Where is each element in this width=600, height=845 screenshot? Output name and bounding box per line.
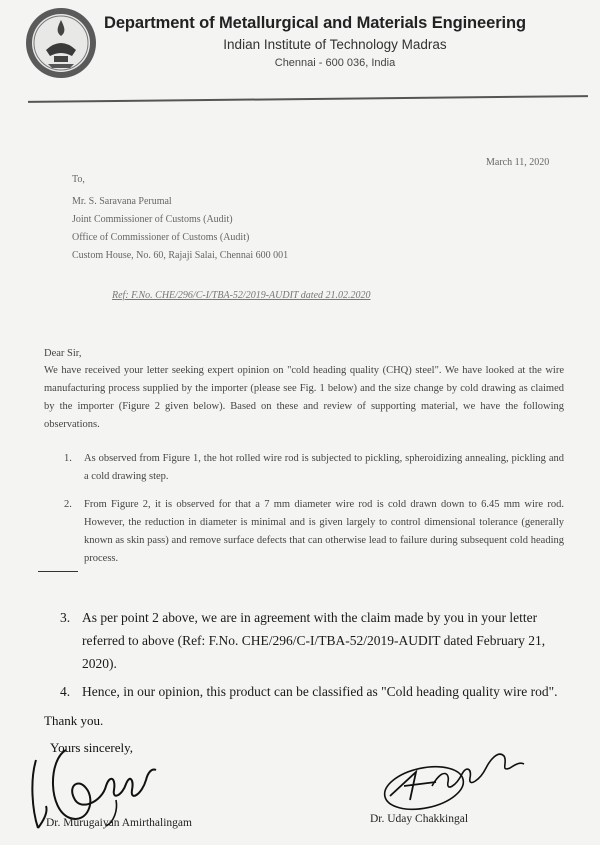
observation-text: From Figure 2, it is observed for that a 7 mm diameter wire rod is cold drawn down to 6.45 mm wire rod. However, the reduction in diameter is minimal and is given largely to control dimensional tolerance (generally known as skin pass) and remove surface defects that can otherwise lead to failure during subsequent cold heading process. [84, 499, 564, 564]
reference-line: Ref: F.No. CHE/296/C-I/TBA-52/2019-AUDIT dated 21.02.2020 [112, 290, 371, 301]
institute-seal-icon [24, 6, 98, 80]
recipient-to: To, [72, 174, 85, 185]
recipient-name: Mr. S. Saravana Perumal [72, 196, 172, 207]
letter-date: March 11, 2020 [486, 157, 550, 168]
point-item [60, 680, 560, 703]
signatory-right-name: Dr. Uday Chakkingal [370, 813, 469, 825]
point-item [60, 606, 560, 675]
letterhead-divider [28, 95, 588, 103]
closing-yours: Yours sincerely, [50, 740, 134, 755]
intro-paragraph: We have received your letter seeking expert opinion on "cold heading quality (CHQ) steel". We have looked at the wire manufacturing process supplied by the importer (please see Fig. 1 below) and the size change by cold drawing as claimed by the importer (Figure 2 given below). Based on these and review of supporting material, we have the following observations. [44, 365, 564, 430]
closing-thanks: Thank you. [44, 713, 104, 728]
institute-address: Chennai - 600 036, India [274, 57, 396, 69]
signature-right-icon [376, 742, 526, 814]
margin-mark [38, 571, 78, 572]
observation-number: 2. [64, 499, 72, 510]
observation-number: 1. [64, 453, 72, 464]
salutation: Dear Sir, [44, 348, 82, 359]
point-text: As per point 2 above, we are in agreement with the claim made by you in your letter referred to above (Ref: F.No. CHE/296/C-I/TBA-52/2019-AUDIT dated February 21, 2020). [82, 610, 546, 671]
point-number: 4. [60, 684, 71, 699]
signatory-left-name: Dr. Murugaiyan Amirthalingam [46, 817, 192, 829]
recipient-address: Custom House, No. 60, Rajaji Salai, Chennai 600 001 [72, 250, 289, 261]
recipient-designation: Joint Commissioner of Customs (Audit) [72, 214, 233, 225]
observation-text: As observed from Figure 1, the hot rolled wire rod is subjected to pickling, spheroidizing annealing, pickling and a cold drawing step. [84, 453, 564, 482]
recipient-office: Office of Commissioner of Customs (Audit) [72, 232, 250, 243]
institute-name: Indian Institute of Technology Madras [223, 37, 447, 52]
department-name: Department of Metallurgical and Materials Engineering [104, 14, 526, 32]
observation-item [64, 496, 564, 568]
point-number: 3. [60, 610, 71, 625]
observation-item [64, 450, 564, 486]
point-text: Hence, in our opinion, this product can be classified as "Cold heading quality wire rod". [82, 684, 558, 699]
